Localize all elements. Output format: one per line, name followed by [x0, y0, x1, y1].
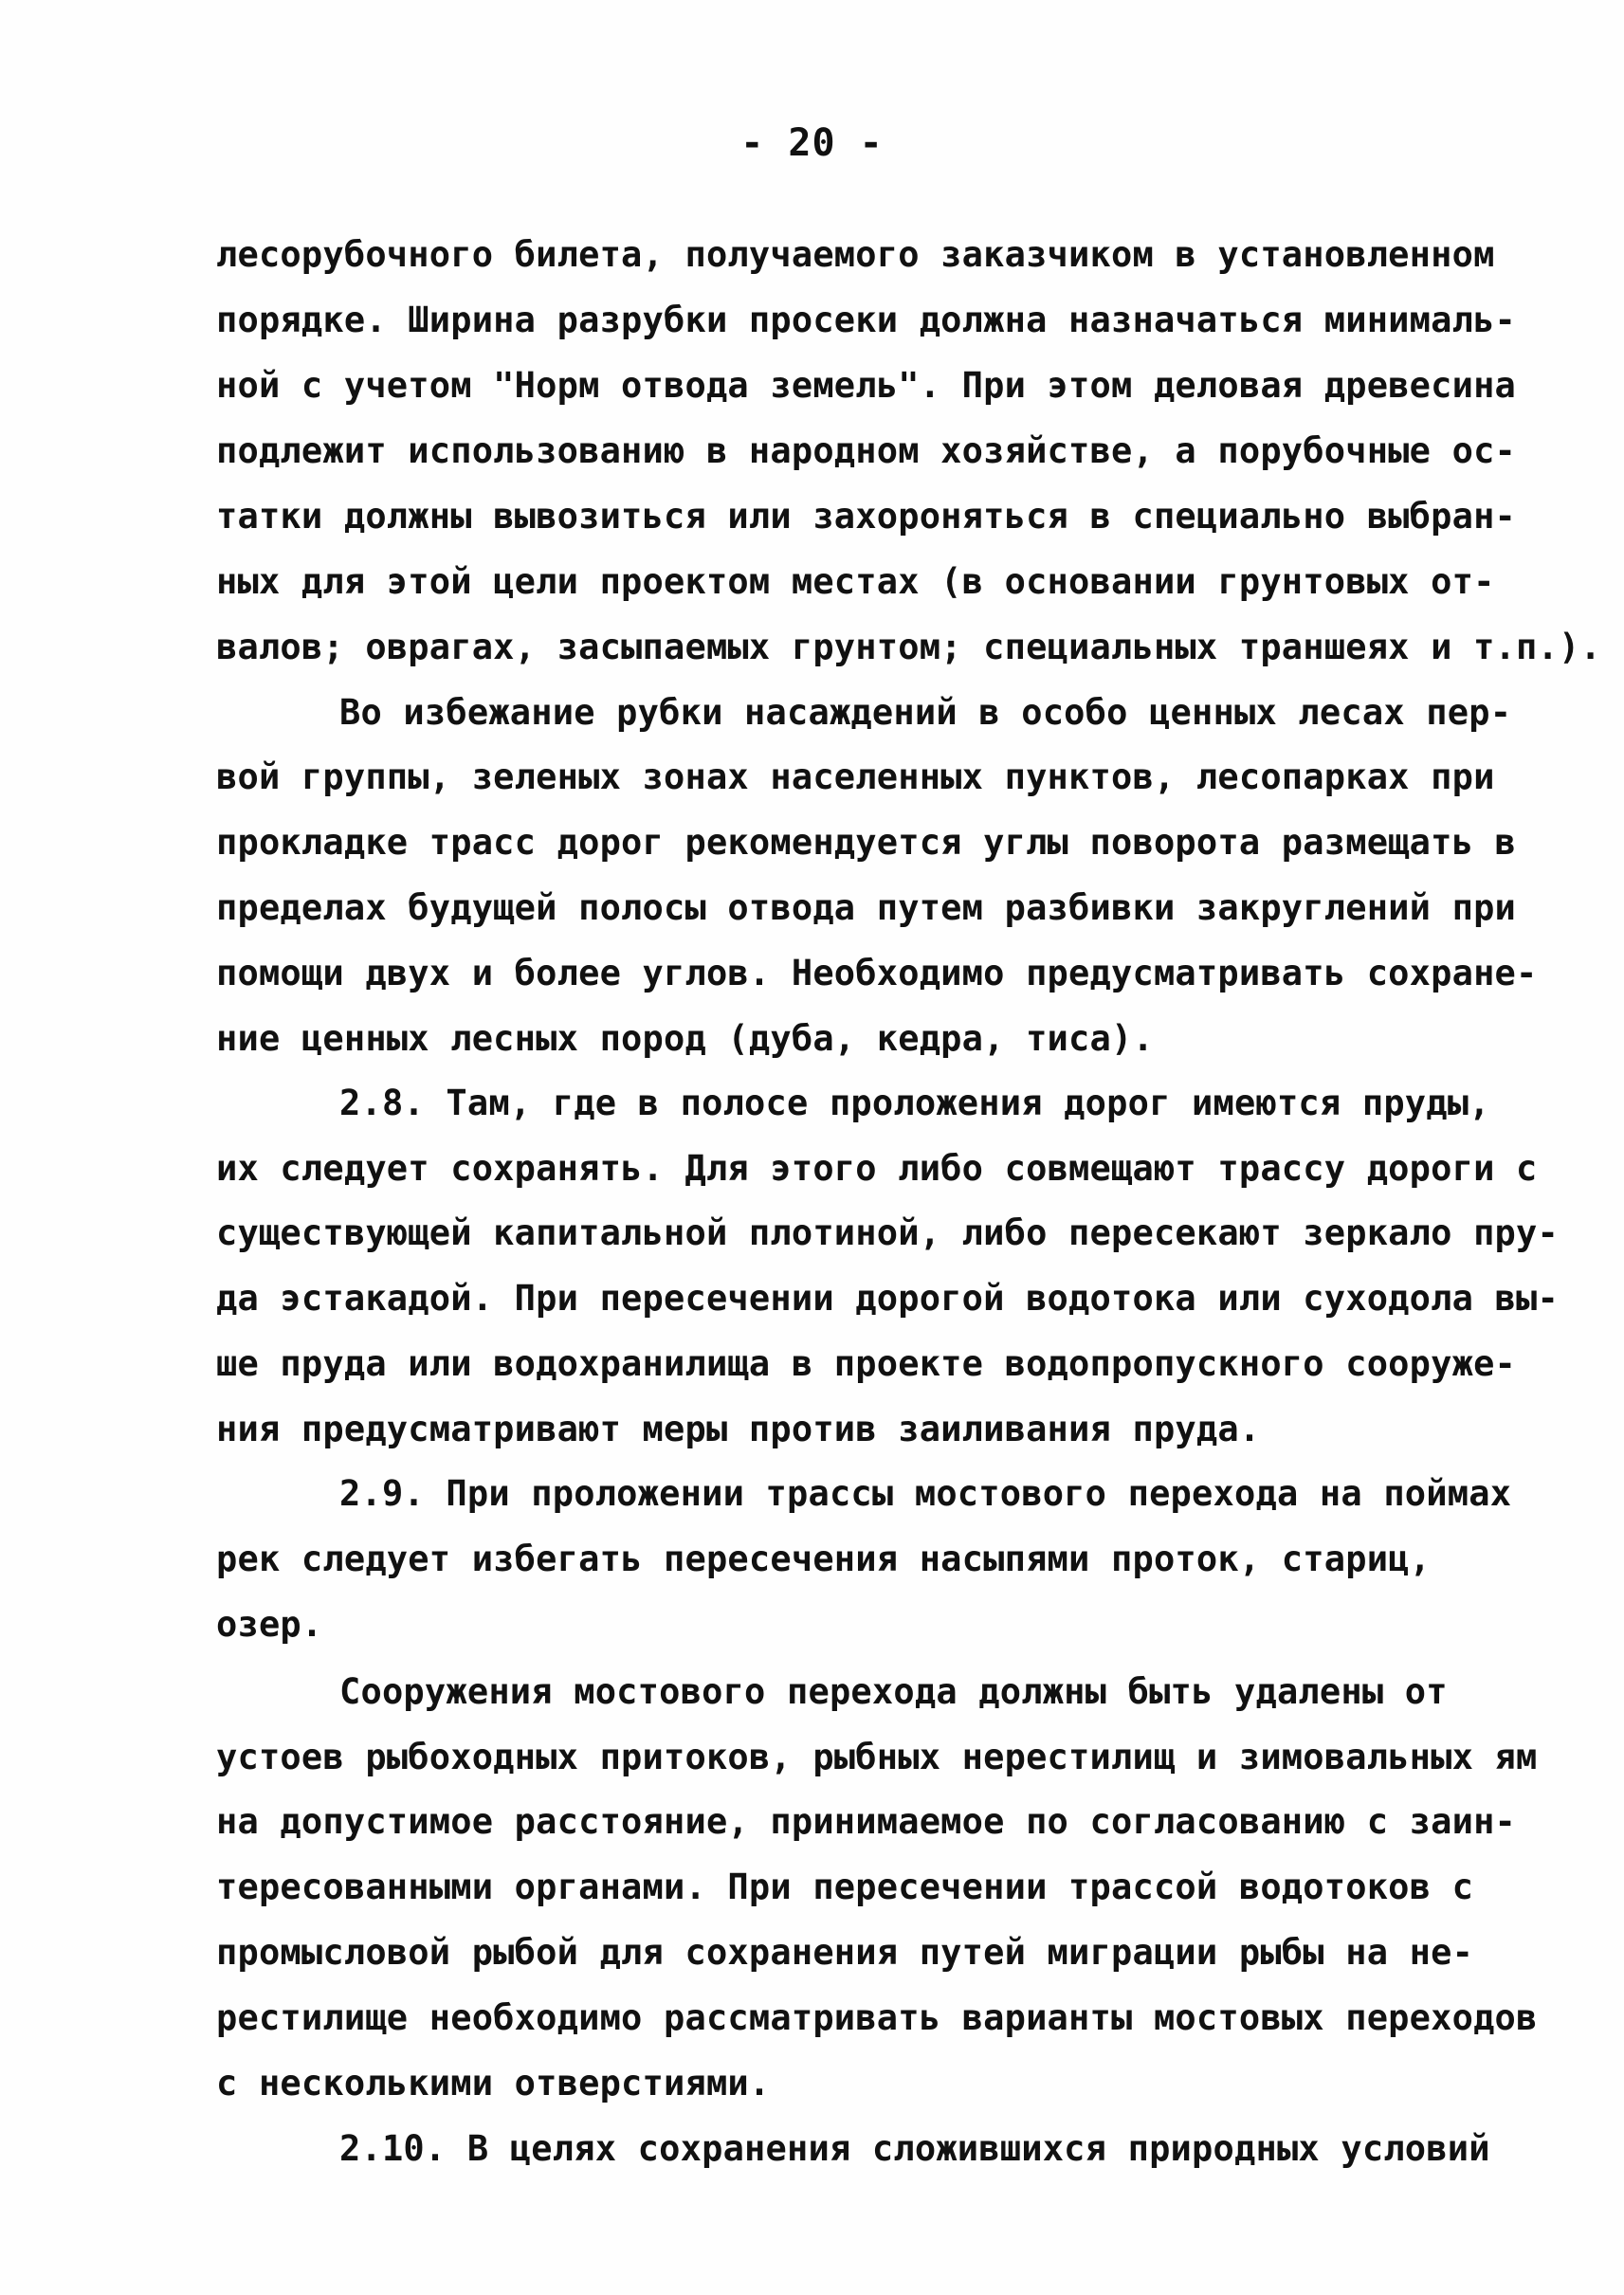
text-line: ния предусматривают меры против заиливания пруда.: [216, 1409, 1261, 1449]
text-line: подлежит использованию в народном хозяйстве, а порубочные ос-: [216, 430, 1517, 471]
text-line: пределах будущей полосы отвода путем разбивки закруглений при: [216, 887, 1517, 928]
text-line: ной с учетом "Норм отвода земель". При этом деловая древесина: [216, 365, 1517, 406]
paragraph-first-line: Сооружения мостового перехода должны быть удалены от: [339, 1671, 1448, 1712]
section-2-10-first-line: 2.10. В целях сохранения сложившихся природных условий: [339, 2128, 1490, 2169]
text-line: тересованными органами. При пересечении трассой водотоков с: [216, 1867, 1474, 1907]
text-line: татки должны вывозиться или захороняться в специально выбран-: [216, 496, 1517, 537]
text-line: прокладке трасс дорог рекомендуется углы поворота размещать в: [216, 822, 1517, 863]
text-line: их следует сохранять. Для этого либо совмещают трассу дороги с: [216, 1148, 1538, 1189]
text-line: на допустимое расстояние, принимаемое по согласованию с заин-: [216, 1801, 1517, 1842]
section-2-9-first-line: 2.9. При проложении трассы мостового перехода на поймах: [339, 1473, 1512, 1514]
text-line: да эстакадой. При пересечении дорогой водотока или суходола вы-: [216, 1278, 1559, 1319]
text-line: ных для этой цели проектом местах (в основании грунтовых от-: [216, 561, 1495, 602]
text-line: озер.: [216, 1604, 323, 1645]
text-line: с несколькими отверстиями.: [216, 2063, 771, 2104]
text-line: ние ценных лесных пород (дуба, кедра, тиса).: [216, 1018, 1154, 1059]
text-line: валов; оврагах, засыпаемых грунтом; специальных траншеях и т.п.).: [216, 627, 1601, 667]
page-number: - 20 -: [740, 121, 884, 165]
text-line: помощи двух и более углов. Необходимо предусматривать сохране-: [216, 953, 1538, 993]
text-line: лесорубочного билета, получаемого заказчиком в установленном: [216, 234, 1495, 275]
text-line: существующей капитальной плотиной, либо пересекают зеркало пру-: [216, 1212, 1559, 1253]
text-line: ше пруда или водохранилища в проекте водопропускного сооруже-: [216, 1343, 1517, 1384]
text-line: порядке. Ширина разрубки просеки должна назначаться минималь-: [216, 300, 1517, 340]
text-line: рестилище необходимо рассматривать варианты мостовых переходов: [216, 1997, 1538, 2038]
section-2-8-first-line: 2.8. Там, где в полосе проложения дорог имеются пруды,: [339, 1083, 1490, 1123]
text-line: рек следует избегать пересечения насыпями проток, стариц,: [216, 1539, 1432, 1579]
paragraph-first-line: Во избежание рубки насаждений в особо ценных лесах пер-: [339, 692, 1512, 733]
text-line: промысловой рыбой для сохранения путей миграции рыбы на не-: [216, 1932, 1474, 1973]
text-line: вой группы, зеленых зонах населенных пунктов, лесопарках при: [216, 756, 1495, 797]
text-line: устоев рыбоходных притоков, рыбных нерестилищ и зимовальных ям: [216, 1737, 1538, 1777]
